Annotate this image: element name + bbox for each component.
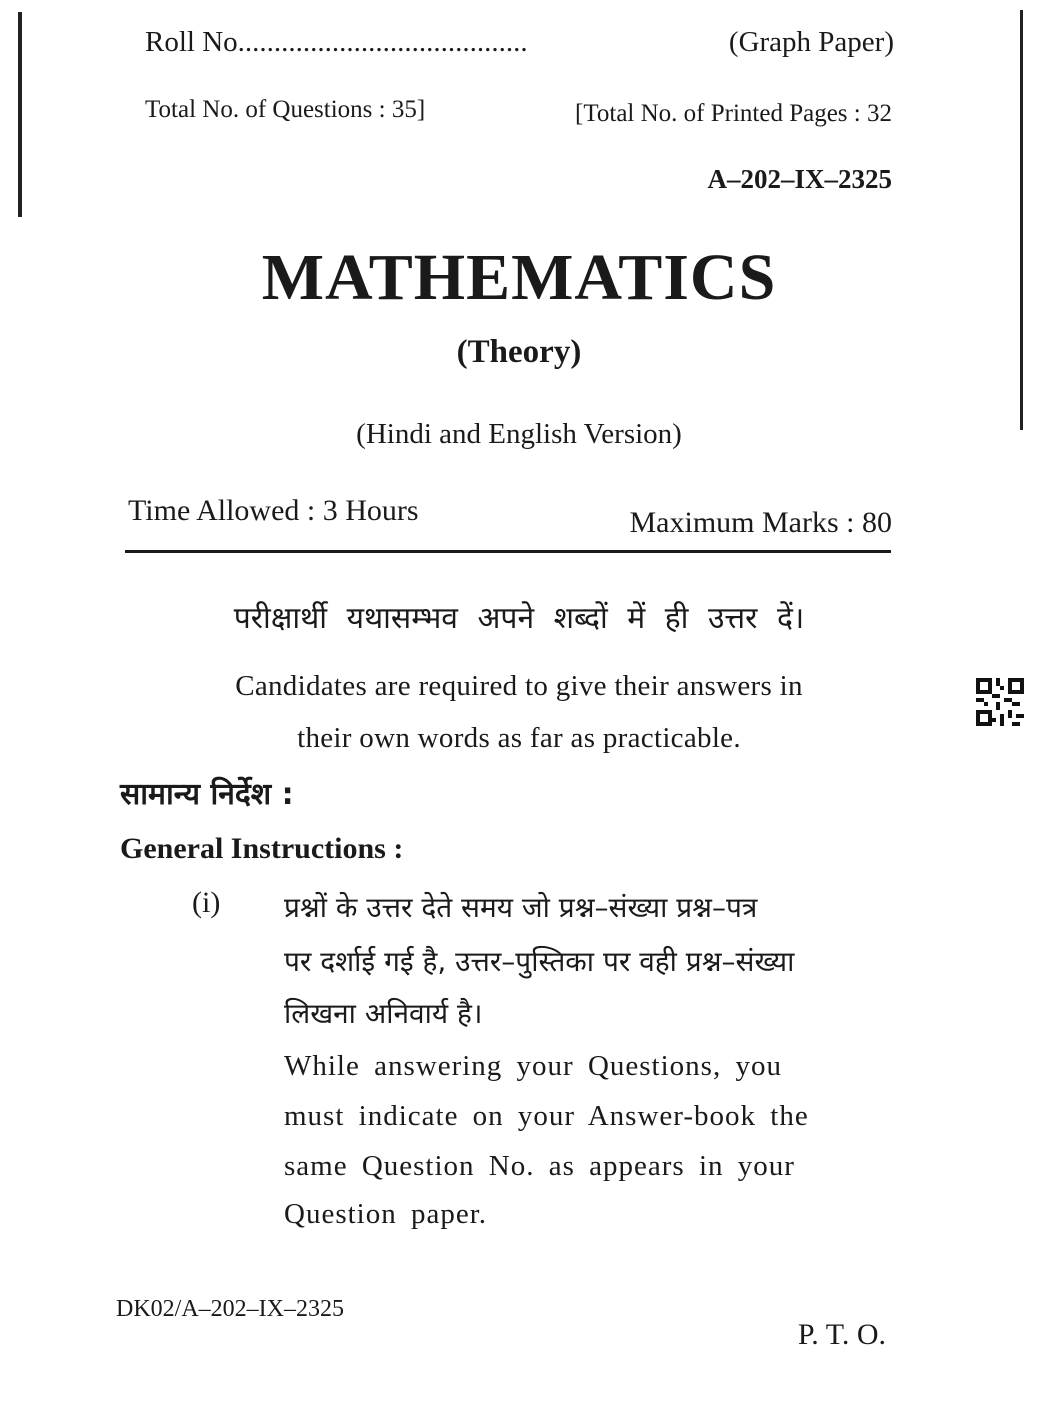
total-pages: [Total No. of Printed Pages : 32 <box>575 100 892 127</box>
candidate-note-hindi: परीक्षार्थी यथासम्भव अपने शब्दों में ही उत्तर दें। <box>233 601 805 636</box>
paper-type-label: (Graph Paper) <box>728 26 894 58</box>
instruction-number: (i) <box>192 886 221 919</box>
instruction-english-line: While answering your Questions, you <box>284 1050 782 1082</box>
paper-code: A–202–IX–2325 <box>707 164 892 194</box>
paper-part: (Theory) <box>456 334 582 370</box>
scan-edge-left <box>18 12 22 217</box>
please-turn-over: P. T. O. <box>797 1318 886 1351</box>
instruction-english-line: same Question No. as appears in your <box>284 1150 795 1182</box>
header-divider <box>125 550 891 553</box>
instructions-heading-hindi: सामान्य निर्देश : <box>120 777 294 812</box>
instruction-english-line: must indicate on your Answer-book the <box>284 1100 809 1132</box>
candidate-note-english-line2: their own words as far as practicable. <box>297 722 741 754</box>
candidate-note-english-line1: Candidates are required to give their answers in <box>235 670 803 702</box>
instruction-hindi-line: प्रश्नों के उत्तर देते समय जो प्रश्न–संख्या प्रश्न–पत्र <box>284 891 758 924</box>
subject-title: MATHEMATICS <box>261 241 777 314</box>
instructions-heading-english: General Instructions : <box>120 832 404 865</box>
instruction-hindi-line: लिखना अनिवार्य है। <box>284 997 483 1030</box>
qr-code-icon <box>976 678 1024 726</box>
language-version: (Hindi and English Version) <box>356 418 682 450</box>
instruction-english-line: Question paper. <box>284 1198 488 1230</box>
instruction-hindi-line: पर दर्शाई गई है, उत्तर–पुस्तिका पर वही प्रश्न–संख्या <box>284 945 795 978</box>
footer-paper-code: DK02/A–202–IX–2325 <box>116 1296 344 1322</box>
maximum-marks: Maximum Marks : 80 <box>629 506 892 539</box>
total-questions: Total No. of Questions : 35] <box>145 96 426 123</box>
time-allowed: Time Allowed : 3 Hours <box>128 494 419 527</box>
roll-number-field: Roll No........................................ <box>145 26 528 58</box>
